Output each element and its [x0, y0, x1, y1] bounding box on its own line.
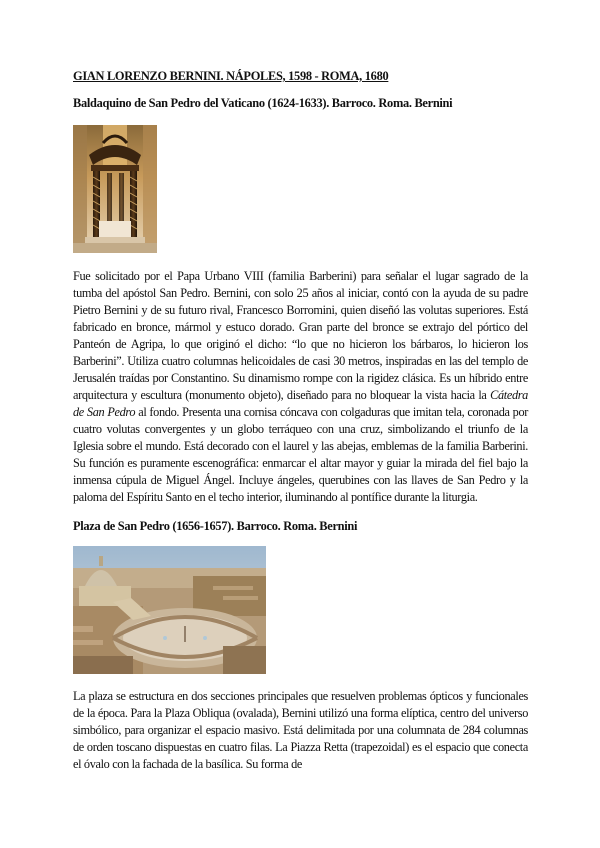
plaza-photo [73, 546, 266, 674]
baldaquino-paragraph [73, 268, 528, 506]
plaza-paragraph: La plaza se estructura en dos secciones principales que resuelven problemas ópticos y funcionales de la época. Para la Plaza Obliqua (ovalada), Bernini utilizó una forma elíptica, centro del universo simbólico, para organizar el espacio masivo. Está delimitada por una columnata de 284 columnas de orden toscano dispuestas en cuatro filas. La Piazza Retta (trapezoidal) es el espacio que conecta el óvalo con la fachada de la basílica. Su forma de [73, 689, 528, 771]
baldaquino-text-2: al fondo. Presenta una cornisa cóncava con colgaduras que imitan tela, coronada por cuatro volutas convergentes y un globo terráqueo con una cruz, simbolizando el triunfo de la Iglesia sobre el mundo. Está decorado con el laurel y las abejas, emblemas de la familia Barberini. Su función es puramente escenográfica: enmarcar el altar mayor y guiar la mirada del fiel bajo la inmensa cúpula de Miguel Ángel. Incluye ángeles, querubines con las llaves de San Pedro y la paloma del Espíritu Santo en el techo interior, iluminando al pontífice durante la liturgia. [73, 405, 528, 504]
section-heading-plaza: Plaza de San Pedro (1656-1657). Barroco. Roma. Bernini [73, 519, 358, 533]
section-heading-baldaquino: Baldaquino de San Pedro del Vaticano (1624-1633). Barroco. Roma. Bernini [73, 96, 453, 110]
plaza-image [73, 546, 266, 674]
baldaquino-text-1: Fue solicitado por el Papa Urbano VIII (familia Barberini) para señalar el lugar sagrado de la tumba del apóstol San Pedro. Bernini, con solo 25 años al iniciar, contó con la ayuda de su padre Pietro Bernini y de su futuro rival, Francesco Borromini, quien diseñó las volutas superiores. Está fabricado en bronce, mármol y estuco dorado. Gran parte del bronce se extrajo del pórtico del Panteón de Agripa, lo que originó el dicho: “lo que no hicieron los bárbaros, lo hicieron los Barberini”. Utiliza cuatro columnas helicoidales de casi 30 metros, inspiradas en las del templo de Jerusalén traídas por Constantino. Su dinamismo rompe con la rigidez clásica. Es un híbrido entre arquitectura y escultura (monumento objeto), diseñado para no bloquear la vista hacia la [73, 269, 528, 402]
baldaquino-photo [73, 125, 157, 253]
baldaquino-image [73, 125, 157, 253]
document-title: GIAN LORENZO BERNINI. NÁPOLES, 1598 - ROMA, 1680 [73, 69, 389, 83]
catedra-italic: Cátedra de San Pedro [73, 388, 528, 419]
